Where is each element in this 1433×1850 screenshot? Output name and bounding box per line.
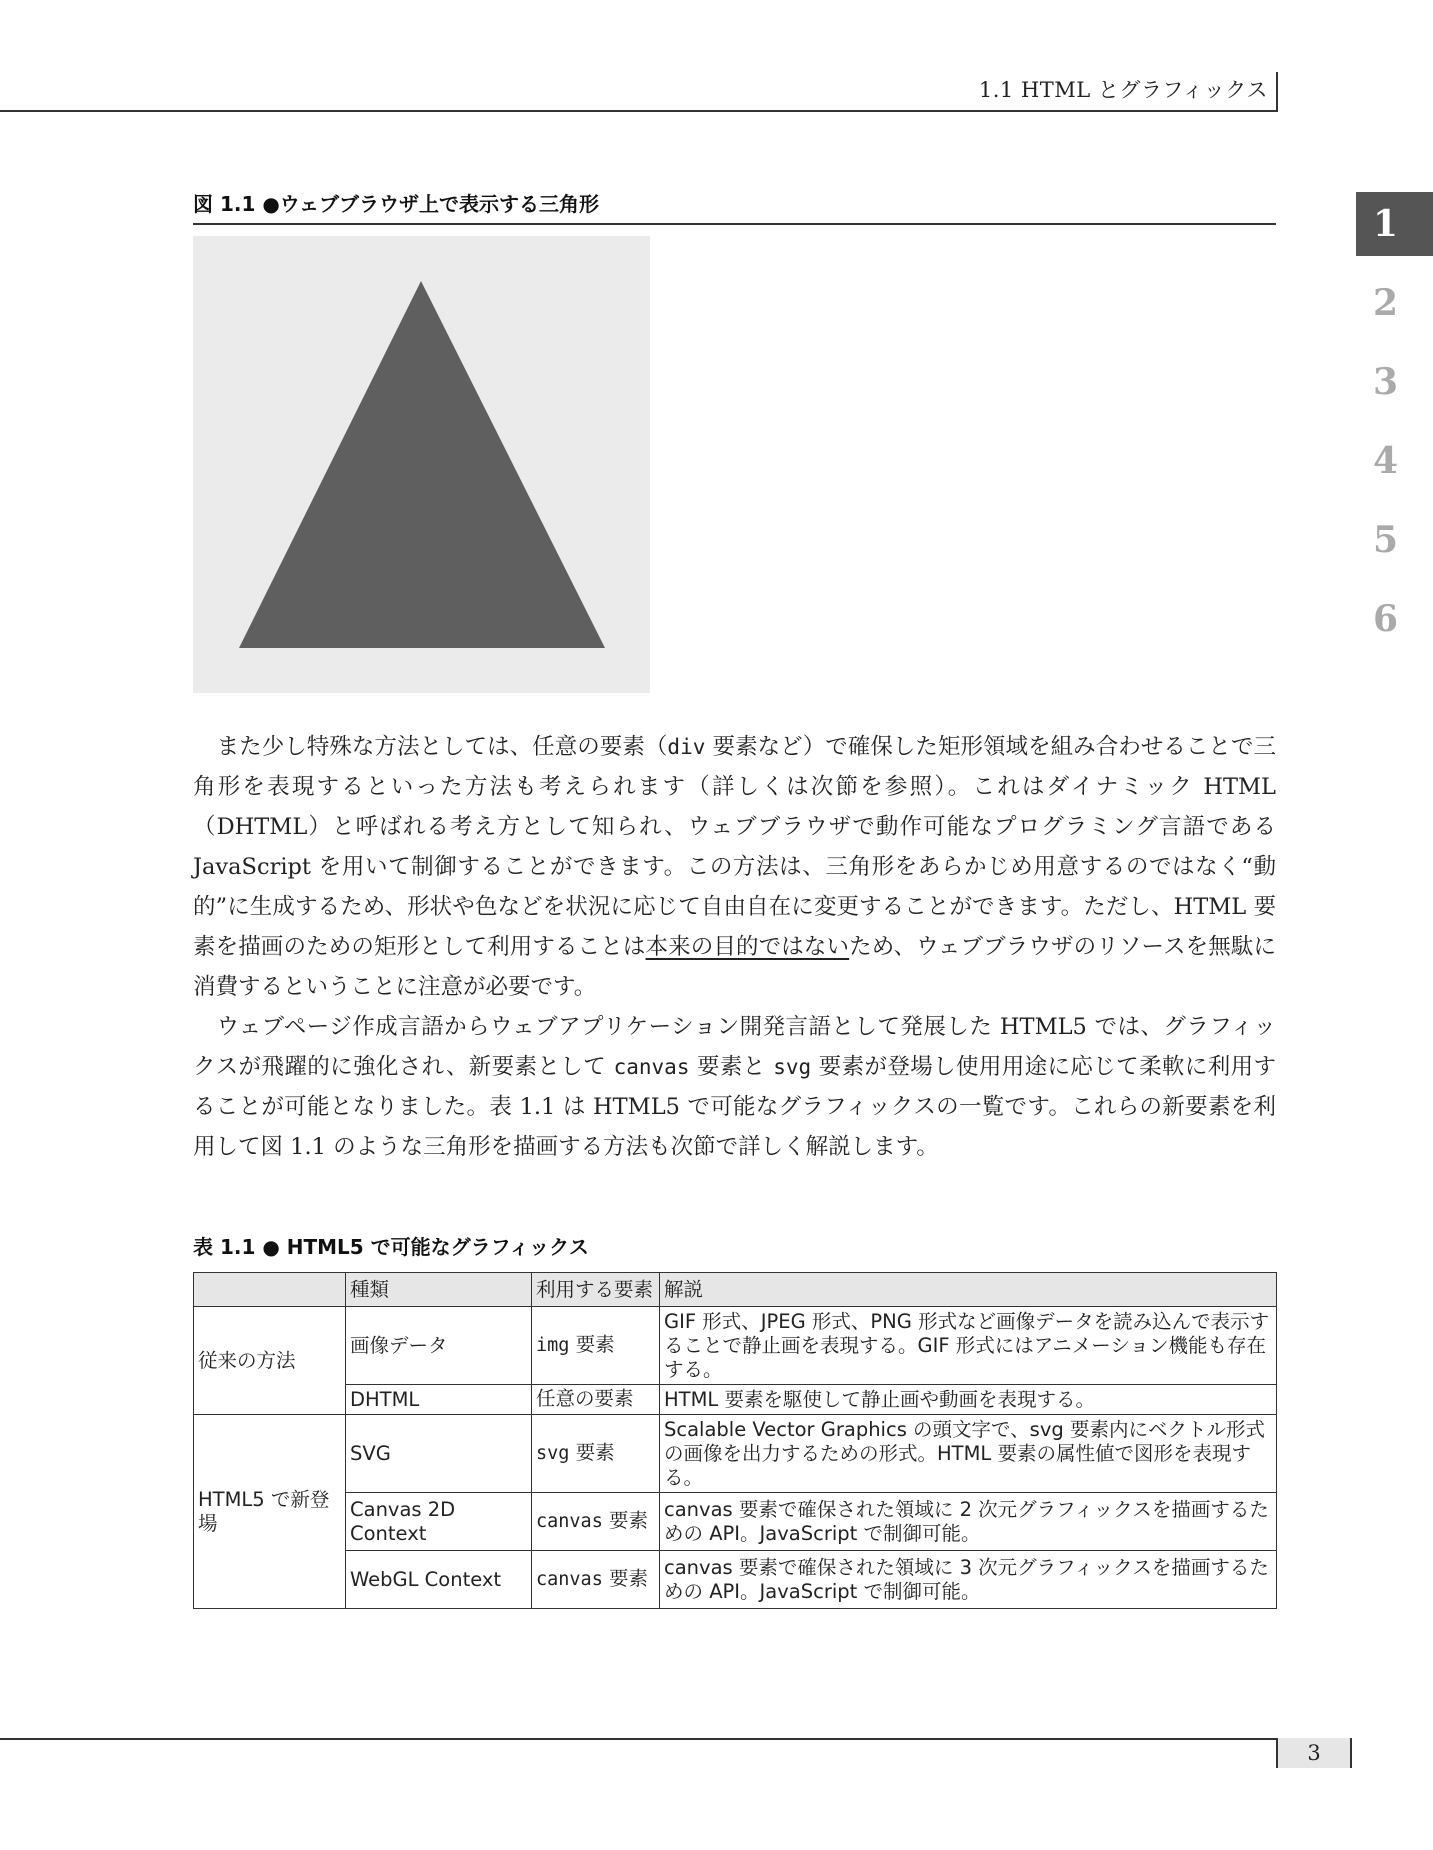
table-row: [194, 1385, 1277, 1415]
description-cell: Scalable Vector Graphics の頭文字で、svg 要素内にベクトル形式の画像を出力するための形式。HTML 要素の属性値で図形を表現する。: [660, 1415, 1277, 1493]
table-row: [194, 1307, 1277, 1385]
p1-code-div: div: [667, 735, 706, 759]
chapter-tab-2[interactable]: 2: [1373, 282, 1399, 324]
figure-1-1: [193, 236, 650, 693]
paragraph-1: [193, 727, 1276, 1007]
table-row: [194, 1415, 1277, 1493]
triangle-shape: [239, 281, 605, 648]
p2-code-canvas: canvas: [613, 1055, 690, 1079]
description-cell: GIF 形式、JPEG 形式、PNG 形式など画像データを読み込んで表示することで静止画を表現する。GIF 形式にはアニメーション機能も存在する。: [660, 1307, 1277, 1385]
type-cell: SVG: [346, 1415, 532, 1493]
table-caption: 表 1.1 ● HTML5 で可能なグラフィックス: [193, 1235, 589, 1259]
p1-text-b: 要素など）で確保した矩形領域を組み合わせることで三角形を表現するといった方法も考えられます（詳しくは次節を参照）。これはダイナミック HTML（DHTML）と呼ばれる考え方として知られ、ウェブブラウザで動作可能なプログラミング言語である JavaScript を用いて制御することができます。この方法は、三角形をあらかじめ用意するのではなく“動的”に生成するため、形状や色などを状況に応じて自由自在に変更することができます。ただし、HTML 要素を描画のための矩形として利用することは: [193, 734, 1276, 960]
element-cell: [532, 1307, 660, 1385]
element-code: svg: [536, 1443, 570, 1464]
header-rule: [0, 110, 1278, 112]
p2-code-svg: svg: [773, 1055, 812, 1079]
paragraph-2: [193, 1007, 1276, 1167]
triangle-figure: [193, 236, 650, 693]
chapter-tab-3[interactable]: 3: [1373, 361, 1399, 403]
chapter-tab-6[interactable]: 6: [1373, 598, 1399, 640]
chapter-tab-5[interactable]: 5: [1373, 519, 1399, 561]
element-code: canvas: [536, 1569, 603, 1590]
description-cell: HTML 要素を駆使して静止画や動画を表現する。: [660, 1385, 1277, 1415]
element-code: canvas: [536, 1511, 603, 1532]
element-cell: [532, 1493, 660, 1551]
group-label: HTML5 で新登場: [194, 1415, 346, 1609]
description-cell: canvas 要素で確保された領域に 3 次元グラフィックスを描画するための API。JavaScript で制御可能。: [660, 1551, 1277, 1609]
element-cell: [532, 1385, 660, 1415]
header-cell-description: 解説: [660, 1273, 1277, 1307]
p1-underline: 本来の目的ではない: [645, 934, 850, 960]
page-number: 3: [1276, 1738, 1352, 1768]
running-title: 1.1 HTML とグラフィックス: [978, 78, 1268, 102]
element-cell: [532, 1551, 660, 1609]
element-cell: [532, 1415, 660, 1493]
element-suffix: 要素: [569, 1333, 615, 1356]
chapter-tab-1[interactable]: 1: [1356, 192, 1433, 256]
description-cell: canvas 要素で確保された領域に 2 次元グラフィックスを描画するための API。JavaScript で制御可能。: [660, 1493, 1277, 1551]
p1-text-a: また少し特殊な方法としては、任意の要素（: [216, 734, 668, 760]
type-cell: DHTML: [346, 1385, 532, 1415]
graphics-table: [193, 1272, 1277, 1609]
p2-text-a: ウェブページ作成言語からウェブアプリケーション開発言語として発展した HTML5 では、グラフィックスが飛躍的に強化され、新要素として: [193, 1014, 1276, 1080]
element-suffix: 要素: [569, 1441, 615, 1464]
element-suffix: 要素: [602, 1567, 649, 1590]
header-cell-empty: [194, 1273, 346, 1307]
element-suffix: 任意の要素: [536, 1387, 634, 1410]
header-tick: [1276, 72, 1278, 112]
type-cell: WebGL Context: [346, 1551, 532, 1609]
table-row: [194, 1493, 1277, 1551]
header-cell-element: 利用する要素: [532, 1273, 660, 1307]
type-cell: 画像データ: [346, 1307, 532, 1385]
p2-text-c: 要素が登場し使用用途に応じて柔軟に利用することが可能となりました。表 1.1 は HTML5 で可能なグラフィックスの一覧です。これらの新要素を利用して図 1.1 のような三角形を描画する方法も次節で詳しく解説します。: [193, 1054, 1276, 1160]
p2-text-b: 要素と: [689, 1054, 774, 1080]
header-cell-type: 種類: [346, 1273, 532, 1307]
body-text: [193, 727, 1276, 1167]
element-suffix: 要素: [602, 1509, 649, 1532]
p1-text-c: ため、ウェブブラウザのリソースを無駄に消費するということに注意が必要です。: [193, 934, 1276, 1000]
figure-caption: 図 1.1 ●ウェブブラウザ上で表示する三角形: [193, 188, 1276, 225]
table-header-row: [194, 1273, 1277, 1307]
footer-rule: [0, 1738, 1352, 1740]
chapter-tabs: [1356, 192, 1433, 666]
group-label: 従来の方法: [194, 1307, 346, 1415]
chapter-tab-4[interactable]: 4: [1373, 440, 1399, 482]
type-cell: Canvas 2D Context: [346, 1493, 532, 1551]
element-code: img: [536, 1335, 570, 1356]
table-row: [194, 1551, 1277, 1609]
